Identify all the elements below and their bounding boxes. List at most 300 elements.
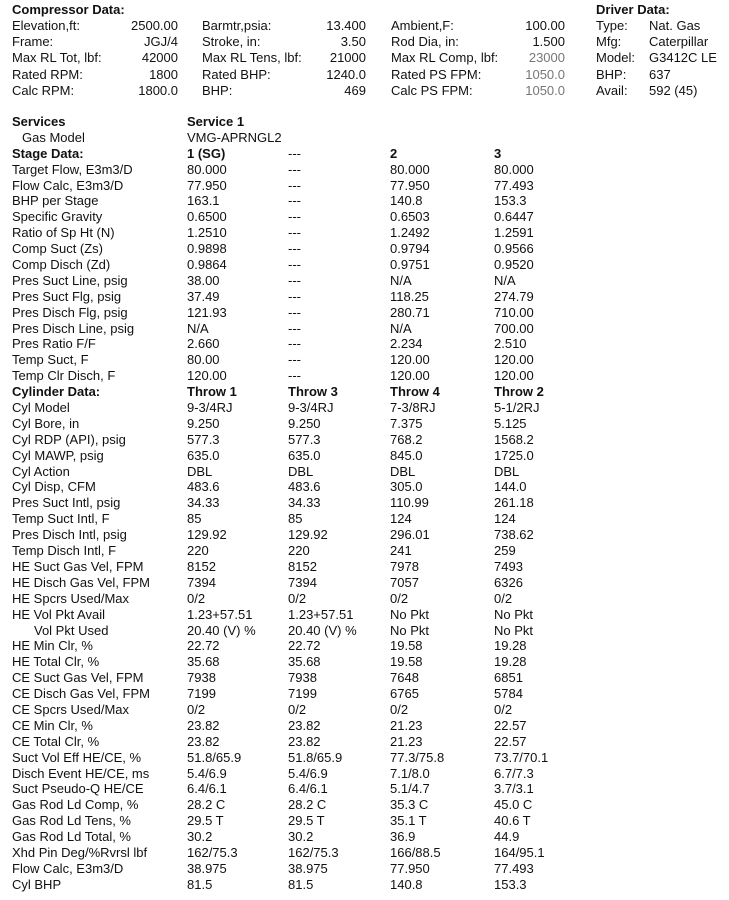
table-row [0,432,729,448]
table-cell: 118.25 [390,288,429,304]
row-label: HE Spcrs Used/Max [12,590,130,606]
table-cell: --- [288,241,301,257]
table-cell: 121.93 [187,304,227,320]
table-cell: 44.9 [494,829,520,845]
table-cell: 6326 [494,574,523,590]
row-label: Gas Rod Ld Tens, % [12,813,131,829]
table-cell: 0.9566 [494,241,534,257]
row-label: CE Suct Gas Vel, FPM [12,670,144,686]
compressor-row [0,50,729,66]
table-cell: Throw 4 [390,384,440,400]
table-cell: 22.57 [494,733,527,749]
table-row [0,416,729,432]
table-cell: 34.33 [288,495,321,511]
table-cell: 7938 [187,670,216,686]
table-cell: 7199 [288,686,317,702]
table-cell: N/A [494,272,516,288]
table-cell: No Pkt [390,606,430,622]
table-cell: 7.375 [390,415,423,431]
row-label: BHP per Stage [12,193,99,209]
table-cell: 8152 [187,558,216,574]
table-cell: 40.6 T [494,813,531,829]
row-label: Temp Disch Intl, F [12,543,117,559]
compressor-label: Max RL Comp, lbf: [391,50,499,66]
table-cell: 3 [494,145,502,161]
table-cell: 124 [390,511,412,527]
table-cell: 35.3 C [390,797,429,813]
table-cell: 6851 [494,670,523,686]
table-cell: 1.23+57.51 [288,606,354,622]
table-cell: N/A [187,320,209,336]
driver-value: 592 (45) [649,82,698,98]
table-cell: 21.23 [390,733,423,749]
table-cell: 1568.2 [494,431,534,447]
table-cell: --- [288,177,301,193]
table-cell: 19.28 [494,654,527,670]
table-row [0,511,729,527]
table-cell: 7648 [390,670,419,686]
table-row [0,766,729,782]
table-row [0,241,729,257]
table-cell: VMG-APRNGL2 [187,129,282,145]
table-cell: --- [288,352,301,368]
row-label: CE Spcrs Used/Max [12,701,130,717]
compressor-data-title: Compressor Data: [12,2,125,17]
row-label: Pres Disch Flg, psig [12,304,128,320]
row-label: CE Disch Gas Vel, FPM [12,686,150,702]
table-cell: 140.8 [390,193,423,209]
table-cell: --- [288,209,301,225]
table-cell: 38.00 [187,272,220,288]
table-cell: --- [288,320,301,336]
table-cell: 5.4/6.9 [187,765,227,781]
table-cell: 23.82 [187,733,220,749]
driver-label: Model: [596,50,636,66]
table-cell: 2.510 [494,336,527,352]
table-cell: 129.92 [187,527,227,543]
table-cell: 635.0 [187,447,220,463]
compressor-row [0,67,729,83]
table-cell: 5.1/4.7 [390,781,430,797]
table-cell: Service 1 [187,114,245,129]
table-cell: 9-3/4RJ [288,400,334,416]
table-row [0,559,729,575]
table-cell: 20.40 (V) % [187,622,256,638]
table-cell: 8152 [288,558,317,574]
compressor-value: 1800 [149,66,178,82]
row-label: HE Vol Pkt Avail [12,606,105,622]
driver-label: Type: [596,18,628,33]
table-cell: 0/2 [390,590,409,606]
table-row [0,797,729,813]
row-label: HE Min Clr, % [12,638,93,654]
compressor-label: Barmtr,psia: [202,18,272,33]
table-row [0,464,729,480]
table-row [0,400,729,416]
table-cell: 22.72 [288,638,321,654]
table-row [0,813,729,829]
table-cell: 3.7/3.1 [494,781,534,797]
table-cell: 0/2 [288,590,307,606]
table-cell: 577.3 [187,431,220,447]
table-row [0,305,729,321]
table-row [0,130,729,146]
row-label: Cyl Action [12,463,70,479]
row-label: Stage Data: [12,145,84,161]
table-row [0,829,729,845]
table-cell: 5.125 [494,415,527,431]
table-cell: 19.28 [494,638,527,654]
row-label: Xhd Pin Deg/%Rvrsl lbf [12,844,148,860]
table-cell: 77.3/75.8 [390,749,445,765]
table-row [0,527,729,543]
table-cell: 80.00 [187,352,220,368]
table-cell: 0.9751 [390,257,430,273]
row-label: Flow Calc, E3m3/D [12,177,124,193]
table-cell: 296.01 [390,527,430,543]
row-label: Temp Clr Disch, F [12,368,116,384]
table-cell: N/A [390,320,412,336]
table-cell: 28.2 C [288,797,327,813]
row-label: Cyl Bore, in [12,415,80,431]
table-row [0,718,729,734]
row-label: Suct Pseudo-Q HE/CE [12,781,144,797]
table-cell: --- [288,161,301,177]
row-label: Suct Vol Eff HE/CE, % [12,749,142,765]
row-label: Cyl Model [12,400,70,416]
row-label: Vol Pkt Used [34,622,109,638]
table-cell: 77.493 [494,177,534,193]
row-label: Comp Disch (Zd) [12,257,111,273]
table-row [0,146,729,162]
table-cell: 29.5 T [187,813,224,829]
compressor-label: Elevation,ft: [12,18,80,33]
table-cell: 35.68 [187,654,220,670]
compressor-value: 1.500 [532,34,565,50]
table-row [0,479,729,495]
row-label: CE Total Clr, % [12,733,100,749]
table-cell: 38.975 [187,860,227,876]
driver-value: Nat. Gas [649,18,701,33]
table-cell: 22.57 [494,717,527,733]
table-cell: 0/2 [288,701,307,717]
table-row [0,575,729,591]
table-row [0,289,729,305]
compressor-value: 1050.0 [525,66,565,82]
table-cell: 77.950 [390,860,430,876]
table-row [0,193,729,209]
table-cell: 120.00 [187,368,227,384]
row-label: Gas Rod Ld Comp, % [12,797,139,813]
table-cell: --- [288,288,301,304]
compressor-row [0,18,729,34]
compressor-value: 1050.0 [525,82,565,98]
table-cell: Throw 1 [187,384,237,400]
table-cell: --- [288,336,301,352]
table-cell: 1725.0 [494,447,534,463]
table-cell: 120.00 [390,368,430,384]
table-cell: 7978 [390,558,419,574]
table-cell: 7-3/8RJ [390,400,436,416]
driver-label: Mfg: [596,34,622,50]
table-cell: DBL [288,463,314,479]
table-row [0,225,729,241]
table-row [0,114,729,130]
table-cell: 20.40 (V) % [288,622,357,638]
compressor-label: Ambient,F: [391,18,454,33]
compressor-label: Rated PS FPM: [391,66,482,82]
row-label: Temp Suct Intl, F [12,511,110,527]
row-label: Pres Disch Intl, psig [12,527,127,543]
compressor-value: 100.00 [525,18,565,33]
table-cell: 162/75.3 [187,844,238,860]
compressor-label: Stroke, in: [202,34,261,50]
compressor-value: JGJ/4 [144,34,178,50]
table-cell: 0/2 [494,590,513,606]
row-label: Ratio of Sp Ht (N) [12,225,115,241]
row-label: HE Total Clr, % [12,654,100,670]
row-label: Cyl RDP (API), psig [12,431,126,447]
driver-value: 637 [649,66,671,82]
table-cell: 153.3 [494,193,527,209]
table-cell: No Pkt [494,622,534,638]
table-cell: 280.71 [390,304,430,320]
table-cell: 73.7/70.1 [494,749,549,765]
row-label: Cylinder Data: [12,384,101,400]
table-cell: 9.250 [187,415,220,431]
table-cell: 7394 [187,574,216,590]
table-cell: 34.33 [187,495,220,511]
row-label: HE Disch Gas Vel, FPM [12,574,150,590]
table-cell: 19.58 [390,638,423,654]
table-row [0,686,729,702]
table-cell: 1.2510 [187,225,227,241]
table-cell: 710.00 [494,304,534,320]
table-row [0,448,729,464]
table-cell: 124 [494,511,516,527]
table-row [0,257,729,273]
table-row [0,543,729,559]
table-cell: 30.2 [288,829,314,845]
compressor-value: 3.50 [340,34,366,50]
table-cell: 38.975 [288,860,328,876]
table-cell: 7199 [187,686,216,702]
table-cell: 81.5 [187,876,213,892]
table-cell: 220 [288,543,310,559]
table-row [0,623,729,639]
table-cell: 23.82 [288,733,321,749]
table-cell: 0/2 [187,701,206,717]
table-cell: 21.23 [390,717,423,733]
row-label: Gas Model [22,129,85,145]
table-row [0,734,729,750]
table-cell: 6765 [390,686,419,702]
table-row [0,781,729,797]
table-cell: 9-3/4RJ [187,400,233,416]
table-cell: 845.0 [390,447,423,463]
table-cell: 35.1 T [390,813,427,829]
table-cell: DBL [494,463,520,479]
driver-data-title: Driver Data: [596,2,670,17]
table-cell: 0/2 [494,701,513,717]
table-cell: 6.4/6.1 [288,781,328,797]
table-cell: 77.950 [187,177,227,193]
table-row [0,162,729,178]
table-cell: 7057 [390,574,419,590]
compressor-value: 13.400 [326,18,366,33]
compressor-label: Frame: [12,34,54,50]
table-cell: 0.9520 [494,257,534,273]
table-cell: 37.49 [187,288,220,304]
table-cell: 220 [187,543,209,559]
table-cell: 45.0 C [494,797,533,813]
compressor-label: Rated BHP: [202,66,271,82]
table-cell: 85 [187,511,202,527]
table-cell: 0.6447 [494,209,534,225]
table-cell: No Pkt [494,606,534,622]
table-cell: N/A [390,272,412,288]
row-label: Pres Suct Line, psig [12,272,128,288]
table-row [0,209,729,225]
table-cell: --- [288,368,301,384]
table-cell: --- [288,304,301,320]
compressor-value: 21000 [329,50,366,66]
table-row [0,321,729,337]
compressor-label: Calc RPM: [12,82,75,98]
table-cell: 120.00 [390,352,430,368]
compressor-label: Rated RPM: [12,66,83,82]
row-label: Specific Gravity [12,209,103,225]
table-cell: Throw 3 [288,384,338,400]
table-cell: 0.6503 [390,209,430,225]
row-label: Target Flow, E3m3/D [12,161,133,177]
table-cell: 0.6500 [187,209,227,225]
table-cell: 261.18 [494,495,534,511]
compressor-value: 1240.0 [326,66,366,82]
table-cell: 5-1/2RJ [494,400,540,416]
table-row [0,670,729,686]
table-cell: 163.1 [187,193,220,209]
table-cell: 35.68 [288,654,321,670]
compressor-value: 469 [344,82,366,98]
driver-value: Caterpillar [649,34,709,50]
table-row [0,877,729,893]
table-cell: 28.2 C [187,797,226,813]
row-label: Pres Suct Flg, psig [12,288,122,304]
table-cell: 164/95.1 [494,844,545,860]
table-cell: 144.0 [494,479,527,495]
table-cell: 1.2492 [390,225,430,241]
table-cell: 1.23+57.51 [187,606,253,622]
row-label: Disch Event HE/CE, ms [12,765,150,781]
row-label: Flow Calc, E3m3/D [12,860,124,876]
table-cell: DBL [390,463,416,479]
table-row [0,352,729,368]
table-cell: 85 [288,511,303,527]
table-cell: --- [288,272,301,288]
table-cell: 0.9864 [187,257,227,273]
table-cell: 51.8/65.9 [187,749,242,765]
table-row [0,702,729,718]
table-cell: 110.99 [390,495,429,511]
table-cell: 36.9 [390,829,416,845]
table-cell: 77.950 [390,177,430,193]
table-cell: No Pkt [390,622,430,638]
table-cell: 7.1/8.0 [390,765,430,781]
row-label: Comp Suct (Zs) [12,241,104,257]
table-cell: 305.0 [390,479,423,495]
row-label: Cyl BHP [12,876,62,892]
table-cell: 7938 [288,670,317,686]
table-cell: 1.2591 [494,225,534,241]
table-row [0,861,729,877]
table-cell: 0/2 [390,701,409,717]
table-cell: 153.3 [494,876,527,892]
table-cell: Throw 2 [494,384,544,400]
row-label: Services [12,114,66,129]
table-cell: 23.82 [288,717,321,733]
table-cell: 7493 [494,558,523,574]
table-cell: 2 [390,145,398,161]
table-cell: 1 (SG) [187,145,226,161]
table-cell: 7394 [288,574,317,590]
table-cell: 5784 [494,686,523,702]
table-cell: 483.6 [288,479,321,495]
row-label: CE Min Clr, % [12,717,93,733]
table-cell: 23.82 [187,717,220,733]
table-cell: 768.2 [390,431,423,447]
table-row [0,368,729,384]
table-cell: 274.79 [494,288,534,304]
table-cell: DBL [187,463,213,479]
table-cell: 6.4/6.1 [187,781,227,797]
table-cell: 259 [494,543,516,559]
table-cell: 22.72 [187,638,220,654]
table-cell: 19.58 [390,654,423,670]
row-label: Cyl MAWP, psig [12,447,104,463]
row-label: Cyl Disp, CFM [12,479,96,495]
data-table [0,114,729,893]
table-cell: 241 [390,543,412,559]
compressor-value: 1800.0 [138,82,178,98]
table-row [0,654,729,670]
table-cell: 9.250 [288,415,321,431]
table-cell: 30.2 [187,829,213,845]
table-row [0,845,729,861]
table-cell: 162/75.3 [288,844,339,860]
table-row [0,495,729,511]
table-cell: 0.9898 [187,241,227,257]
table-cell: 77.493 [494,860,534,876]
table-cell: 120.00 [494,352,534,368]
table-cell: 483.6 [187,479,220,495]
table-cell: 700.00 [494,320,534,336]
compressor-value: 23000 [528,50,565,66]
table-row [0,638,729,654]
row-label: Pres Disch Line, psig [12,320,135,336]
row-label: Pres Ratio F/F [12,336,96,352]
table-row [0,607,729,623]
table-row [0,336,729,352]
table-cell: 0/2 [187,590,206,606]
table-row [0,750,729,766]
table-row [0,178,729,194]
table-cell: --- [288,225,301,241]
driver-label: Avail: [596,82,628,98]
table-cell: 2.234 [390,336,423,352]
table-row [0,273,729,289]
compressor-row [0,83,729,99]
